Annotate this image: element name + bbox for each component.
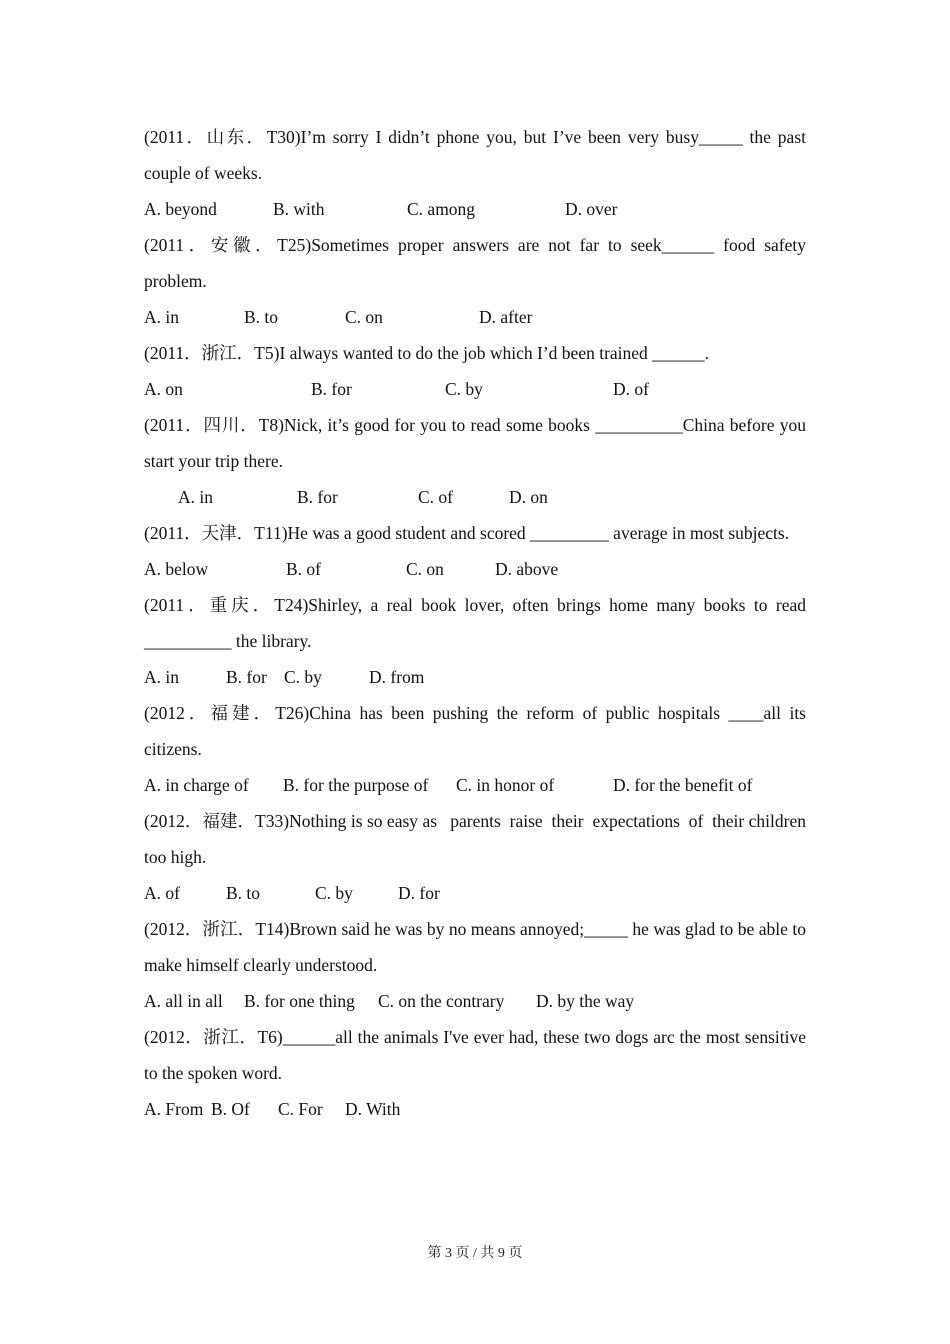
option-a: A. on	[144, 379, 183, 399]
option-d: D. over	[565, 199, 618, 219]
option-row	[144, 299, 806, 335]
option-c: C. in honor of	[456, 775, 555, 795]
option-c: C. on	[406, 559, 444, 579]
option-row	[144, 479, 806, 515]
option-b: B. for	[311, 379, 352, 399]
question-item	[144, 1019, 806, 1127]
question-stem: (2012．福建．T26)China has been pushing the reform of public hospitals ____all its citizens.	[144, 703, 806, 759]
question-list	[144, 119, 811, 1127]
question-item	[144, 911, 806, 1019]
option-a: A. beyond	[144, 199, 217, 219]
option-d: D. With	[345, 1099, 401, 1119]
option-c: C. on	[345, 307, 383, 327]
page-number-footer: 第 3 页 / 共 9 页	[427, 1246, 523, 1261]
question-item	[144, 407, 806, 515]
option-row	[144, 1091, 806, 1127]
question-item	[144, 695, 806, 803]
question-stem: (2012．浙江．T14)Brown said he was by no means annoyed;_____ he was glad to be able to make himself clearly understood.	[144, 919, 806, 975]
option-d: D. of	[613, 379, 649, 399]
option-c: C. by	[284, 667, 322, 687]
option-b: B. for	[226, 667, 267, 687]
question-stem: (2012．福建．T33)Nothing is so easy as parents raise their expectations of their children too high.	[144, 811, 811, 867]
option-c: C. by	[315, 883, 353, 903]
option-d: D. on	[509, 487, 548, 507]
option-b: B. to	[244, 307, 279, 327]
option-b: B. to	[226, 883, 261, 903]
option-c: C. of	[418, 487, 453, 507]
question-stem: (2011．重庆．T24)Shirley, a real book lover, often brings home many books to read __________ the library.	[144, 595, 806, 651]
option-a: A. in charge of	[144, 775, 249, 795]
question-item	[144, 587, 806, 695]
option-a: A. in	[144, 307, 179, 327]
question-item	[144, 335, 806, 407]
option-b: B. with	[273, 199, 325, 219]
option-c: C. among	[407, 199, 476, 219]
option-a: A. below	[144, 559, 209, 579]
option-b: B. for one thing	[244, 991, 355, 1011]
question-item	[144, 515, 806, 587]
option-c: C. For	[278, 1099, 323, 1119]
option-d: D. by the way	[536, 991, 635, 1011]
option-d: D. for	[398, 883, 440, 903]
option-a: A. in	[144, 667, 179, 687]
option-row	[144, 191, 806, 227]
option-c: C. on the contrary	[378, 991, 505, 1011]
option-d: D. for the benefit of	[613, 775, 753, 795]
question-stem: (2011．安徽．T25)Sometimes proper answers are not far to seek______ food safety problem.	[144, 235, 806, 291]
option-d: D. from	[369, 667, 425, 687]
option-a: A. From	[144, 1099, 204, 1119]
option-b: B. for the purpose of	[283, 775, 429, 795]
option-b: B. of	[286, 559, 321, 579]
question-stem: (2012．浙江．T6)______all the animals I've ever had, these two dogs arc the most sensitive to the spoken word.	[144, 1027, 806, 1083]
option-row	[144, 875, 806, 911]
option-a: A. in	[178, 487, 213, 507]
question-stem: (2011．四川．T8)Nick, it’s good for you to read some books __________China before you start your trip there.	[144, 415, 806, 471]
option-b: B. for	[297, 487, 338, 507]
option-c: C. by	[445, 379, 483, 399]
option-b: B. Of	[211, 1099, 250, 1119]
option-row	[144, 551, 806, 587]
question-item	[144, 227, 806, 335]
option-row	[144, 659, 806, 695]
option-d: D. above	[495, 559, 559, 579]
question-item	[144, 119, 806, 227]
option-d: D. after	[479, 307, 533, 327]
question-stem: (2011．山东．T30)I’m sorry I didn’t phone you, but I’ve been very busy_____ the past couple of weeks.	[144, 127, 806, 183]
question-stem: (2011．天津．T11)He was a good student and scored _________ average in most subjects.	[144, 523, 790, 543]
question-stem: (2011．浙江．T5)I always wanted to do the job which I’d been trained ______.	[144, 343, 710, 363]
option-a: A. of	[144, 883, 180, 903]
option-row	[144, 767, 806, 803]
option-row	[144, 371, 806, 407]
option-a: A. all in all	[144, 991, 223, 1011]
question-item	[144, 803, 811, 911]
option-row	[144, 983, 806, 1019]
